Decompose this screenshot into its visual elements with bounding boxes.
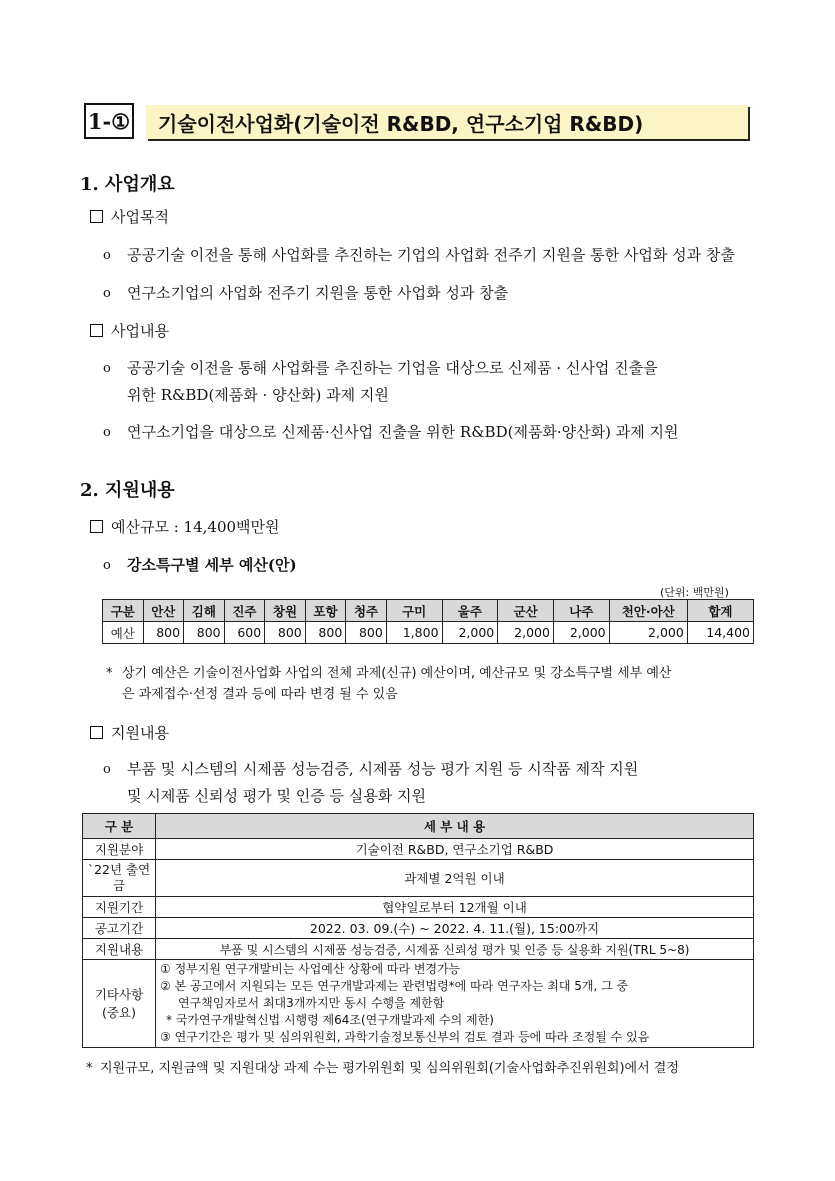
table-cell: 2,000 xyxy=(553,622,609,644)
table-cell: 600 xyxy=(224,622,265,644)
list-item xyxy=(103,355,763,409)
content-label-text: 사업내용 xyxy=(111,322,169,340)
table-header: 구미 xyxy=(386,600,442,622)
table-header: 합계 xyxy=(687,600,753,622)
table-header: 천안·아산 xyxy=(609,600,687,622)
support-table xyxy=(82,813,754,1048)
list-item-text: 위한 R&BD(제품화 · 양산화) 과제 지원 xyxy=(127,386,389,404)
unit-label: (단위: 백만원) xyxy=(660,586,729,599)
table-cell: 부품 및 시스템의 시제품 성능검증, 시제품 신뢰성 평가 및 인증 등 실용화 지원(TRL 5~8) xyxy=(156,939,754,960)
table-cell: 800 xyxy=(265,622,306,644)
table-cell: 800 xyxy=(143,622,184,644)
table-cell: 기타사항 (중요) xyxy=(83,960,156,1048)
table-row xyxy=(103,622,754,644)
table-cell: 2,000 xyxy=(498,622,554,644)
table-cell: 2022. 03. 09.(수) ~ 2022. 4. 11.(월), 15:00까지 xyxy=(156,918,754,939)
table-header-row xyxy=(103,600,754,622)
list-item xyxy=(103,419,763,446)
table-cell: 2,000 xyxy=(609,622,687,644)
list-item xyxy=(103,756,763,810)
etc-details xyxy=(156,960,754,1048)
etc-line: 연구책임자로서 최대3개까지만 동시 수행을 제한함 xyxy=(178,996,445,1010)
list-item-text: 연구소기업을 대상으로 신제품·신사업 진출을 위한 R&BD(제품화·양산화) 과제 지원 xyxy=(127,423,679,441)
table-header: 김해 xyxy=(184,600,225,622)
section1-heading: 1. 사업개요 xyxy=(80,174,175,195)
table-cell: 지원분야 xyxy=(83,839,156,860)
list-item-text: 부품 및 시스템의 시제품 성능검증, 시제품 성능 평가 지원 등 시작품 제작 지원 xyxy=(127,760,639,778)
table-cell: `22년 출연금 xyxy=(83,860,156,897)
table-header: 안산 xyxy=(143,600,184,622)
table-row xyxy=(83,839,754,860)
list-item-text: 공공기술 이전을 통해 사업화를 추진하는 기업의 사업화 전주기 지원을 통한 사업화 성과 창출 xyxy=(127,246,735,264)
table-cell: 기술이전 R&BD, 연구소기업 R&BD xyxy=(156,839,754,860)
purpose-label-text: 사업목적 xyxy=(111,208,169,226)
table-header: 청주 xyxy=(346,600,387,622)
table-cell: 예산 xyxy=(103,622,144,644)
table-cell: 14,400 xyxy=(687,622,753,644)
table-row xyxy=(83,918,754,939)
budget-label xyxy=(90,516,280,537)
square-bullet-icon xyxy=(90,726,103,739)
budget-note xyxy=(106,663,766,705)
table-header: 진주 xyxy=(224,600,265,622)
table-header: 구분 xyxy=(103,600,144,622)
support-label xyxy=(90,722,169,743)
table-header: 창원 xyxy=(265,600,306,622)
table-header: 군산 xyxy=(498,600,554,622)
square-bullet-icon xyxy=(90,324,103,337)
circle-bullet-icon: o xyxy=(103,558,111,573)
footnote-text: 지원규모, 지원금액 및 지원대상 과제 수는 평가위원회 및 심의위원회(기술사업화추진위원회)에서 결정 xyxy=(100,1061,679,1076)
table-cell: 과제별 2억원 이내 xyxy=(156,860,754,897)
table-header: 울주 xyxy=(442,600,498,622)
table-cell: 협약일로부터 12개월 이내 xyxy=(156,897,754,918)
asterisk-icon: * xyxy=(86,1061,93,1076)
etc-line: ② 본 공고에서 지원되는 모든 연구개발과제는 관련법령*에 따라 연구자는 최대 5개, 그 중 xyxy=(160,979,629,993)
page-title: 기술이전사업화(기술이전 R&BD, 연구소기업 R&BD) xyxy=(146,105,748,139)
section2-heading: 2. 지원내용 xyxy=(80,480,175,501)
table-header-row xyxy=(83,814,754,839)
table-cell: 공고기간 xyxy=(83,918,156,939)
asterisk-icon: * xyxy=(106,666,113,681)
table-cell: 1,800 xyxy=(386,622,442,644)
table-row xyxy=(83,897,754,918)
support-label-text: 지원내용 xyxy=(111,724,169,742)
table-cell: 지원내용 xyxy=(83,939,156,960)
table-row xyxy=(83,960,754,1048)
purpose-label xyxy=(90,206,169,227)
list-item-text: 및 시제품 신뢰성 평가 및 인증 등 실용화 지원 xyxy=(127,787,426,805)
table-cell: 800 xyxy=(184,622,225,644)
table-cell: 지원기간 xyxy=(83,897,156,918)
section-number: 1-① xyxy=(84,103,134,139)
budget-label-text: 예산규모 : 14,400백만원 xyxy=(111,518,280,536)
list-item-text: 공공기술 이전을 통해 사업화를 추진하는 기업을 대상으로 신제품 · 신사업 진출을 xyxy=(127,359,658,377)
note-text: 상기 예산은 기술이전사업화 사업의 전체 과제(신규) 예산이며, 예산규모 및 강소특구별 세부 예산 xyxy=(122,666,672,681)
list-item-text: 연구소기업의 사업화 전주기 지원을 통한 사업화 성과 창출 xyxy=(127,284,509,302)
budget-sub-text: 강소특구별 세부 예산(안) xyxy=(127,556,297,574)
square-bullet-icon xyxy=(90,210,103,223)
table-row xyxy=(83,939,754,960)
circle-bullet-icon: o xyxy=(103,425,111,440)
etc-line: ③ 연구기간은 평가 및 심의위원회, 과학기술정보통신부의 검토 결과 등에 따라 조정될 수 있음 xyxy=(160,1030,650,1044)
etc-line: * 국가연구개발혁신법 시행령 제64조(연구개발과제 수의 제한) xyxy=(166,1013,494,1027)
note-text: 은 과제접수·선정 결과 등에 따라 변경 될 수 있음 xyxy=(122,687,398,702)
budget-table xyxy=(102,599,754,644)
footnote xyxy=(86,1058,766,1079)
list-item xyxy=(103,242,763,269)
table-header: 나주 xyxy=(553,600,609,622)
circle-bullet-icon: o xyxy=(103,762,111,777)
circle-bullet-icon: o xyxy=(103,248,111,263)
table-row xyxy=(83,860,754,897)
list-item xyxy=(103,280,763,307)
content-label xyxy=(90,320,169,341)
table-header: 포항 xyxy=(305,600,346,622)
etc-line: ① 정부지원 연구개발비는 사업예산 상황에 따라 변경가능 xyxy=(160,962,461,976)
square-bullet-icon xyxy=(90,520,103,533)
table-header: 구 분 xyxy=(83,814,156,839)
table-cell: 800 xyxy=(346,622,387,644)
table-cell: 2,000 xyxy=(442,622,498,644)
circle-bullet-icon: o xyxy=(103,286,111,301)
table-cell: 800 xyxy=(305,622,346,644)
list-item xyxy=(103,552,763,579)
circle-bullet-icon: o xyxy=(103,361,111,376)
table-header: 세 부 내 용 xyxy=(156,814,754,839)
